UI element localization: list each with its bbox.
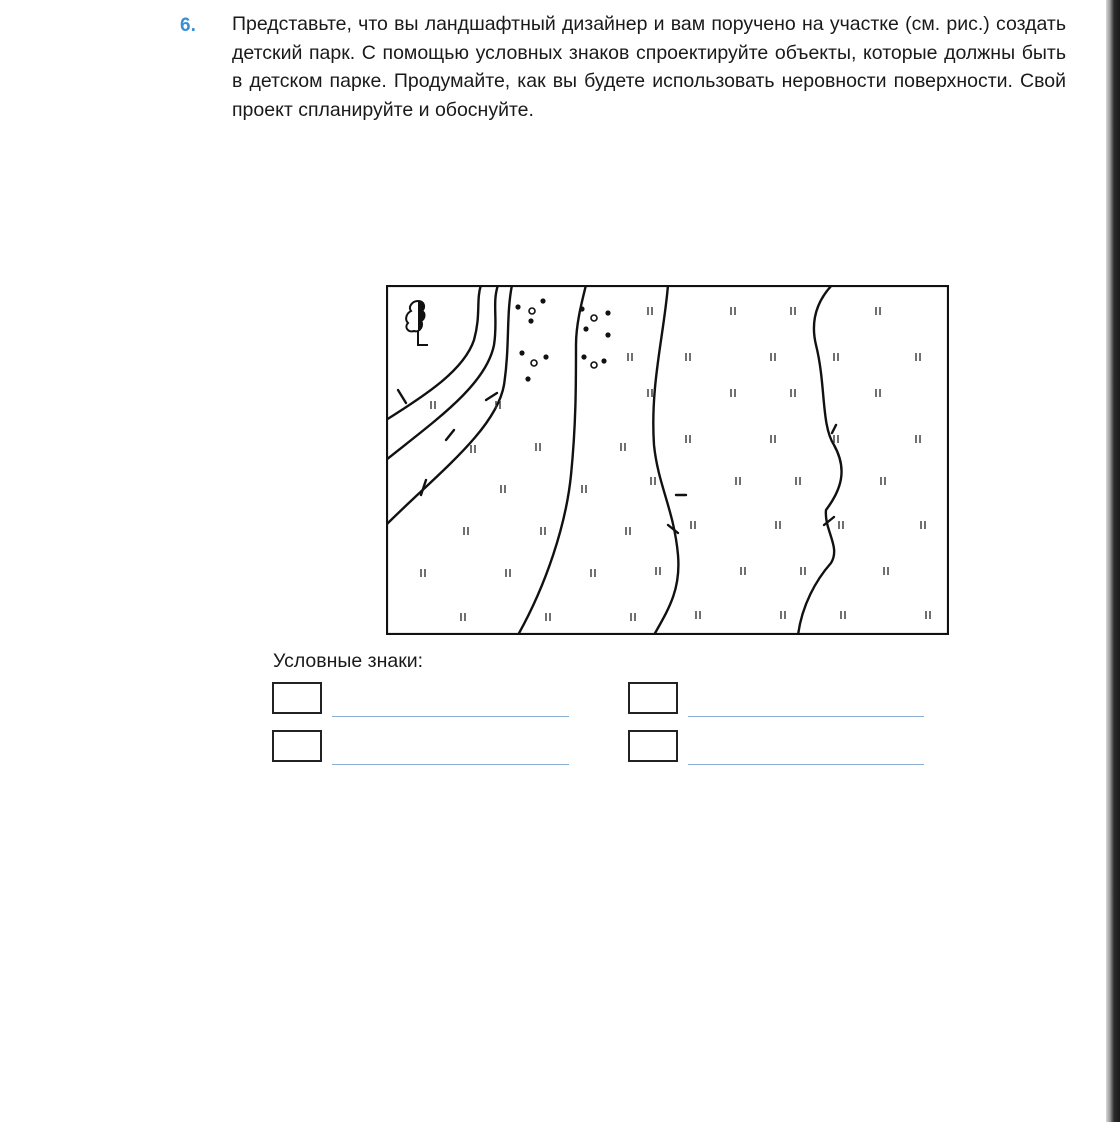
legend-symbol-box-4[interactable] xyxy=(628,730,678,762)
legend-symbol-box-2[interactable] xyxy=(628,682,678,714)
legend-symbol-box-1[interactable] xyxy=(272,682,322,714)
legend-answer-line-1[interactable] xyxy=(332,716,569,717)
legend-answer-line-2[interactable] xyxy=(688,716,924,717)
task-number: 6. xyxy=(180,15,196,36)
legend-answer-line-4[interactable] xyxy=(688,764,924,765)
page-right-edge xyxy=(1106,0,1120,1122)
legend-title: Условные знаки: xyxy=(273,650,424,672)
terrain-map xyxy=(386,285,949,635)
task-text: Представьте, что вы ландшафтный дизайнер и вам поручено на участке (см. рис.) создать детский парк. С помощью условных знаков спроектируйте объекты, которые должны быть в детском парке. Продумайте, как вы будете использовать неровности поверхности. Свой проект спланируйте и обоснуйте. xyxy=(232,13,1066,121)
legend-answer-line-3[interactable] xyxy=(332,764,569,765)
legend-symbol-box-3[interactable] xyxy=(272,730,322,762)
